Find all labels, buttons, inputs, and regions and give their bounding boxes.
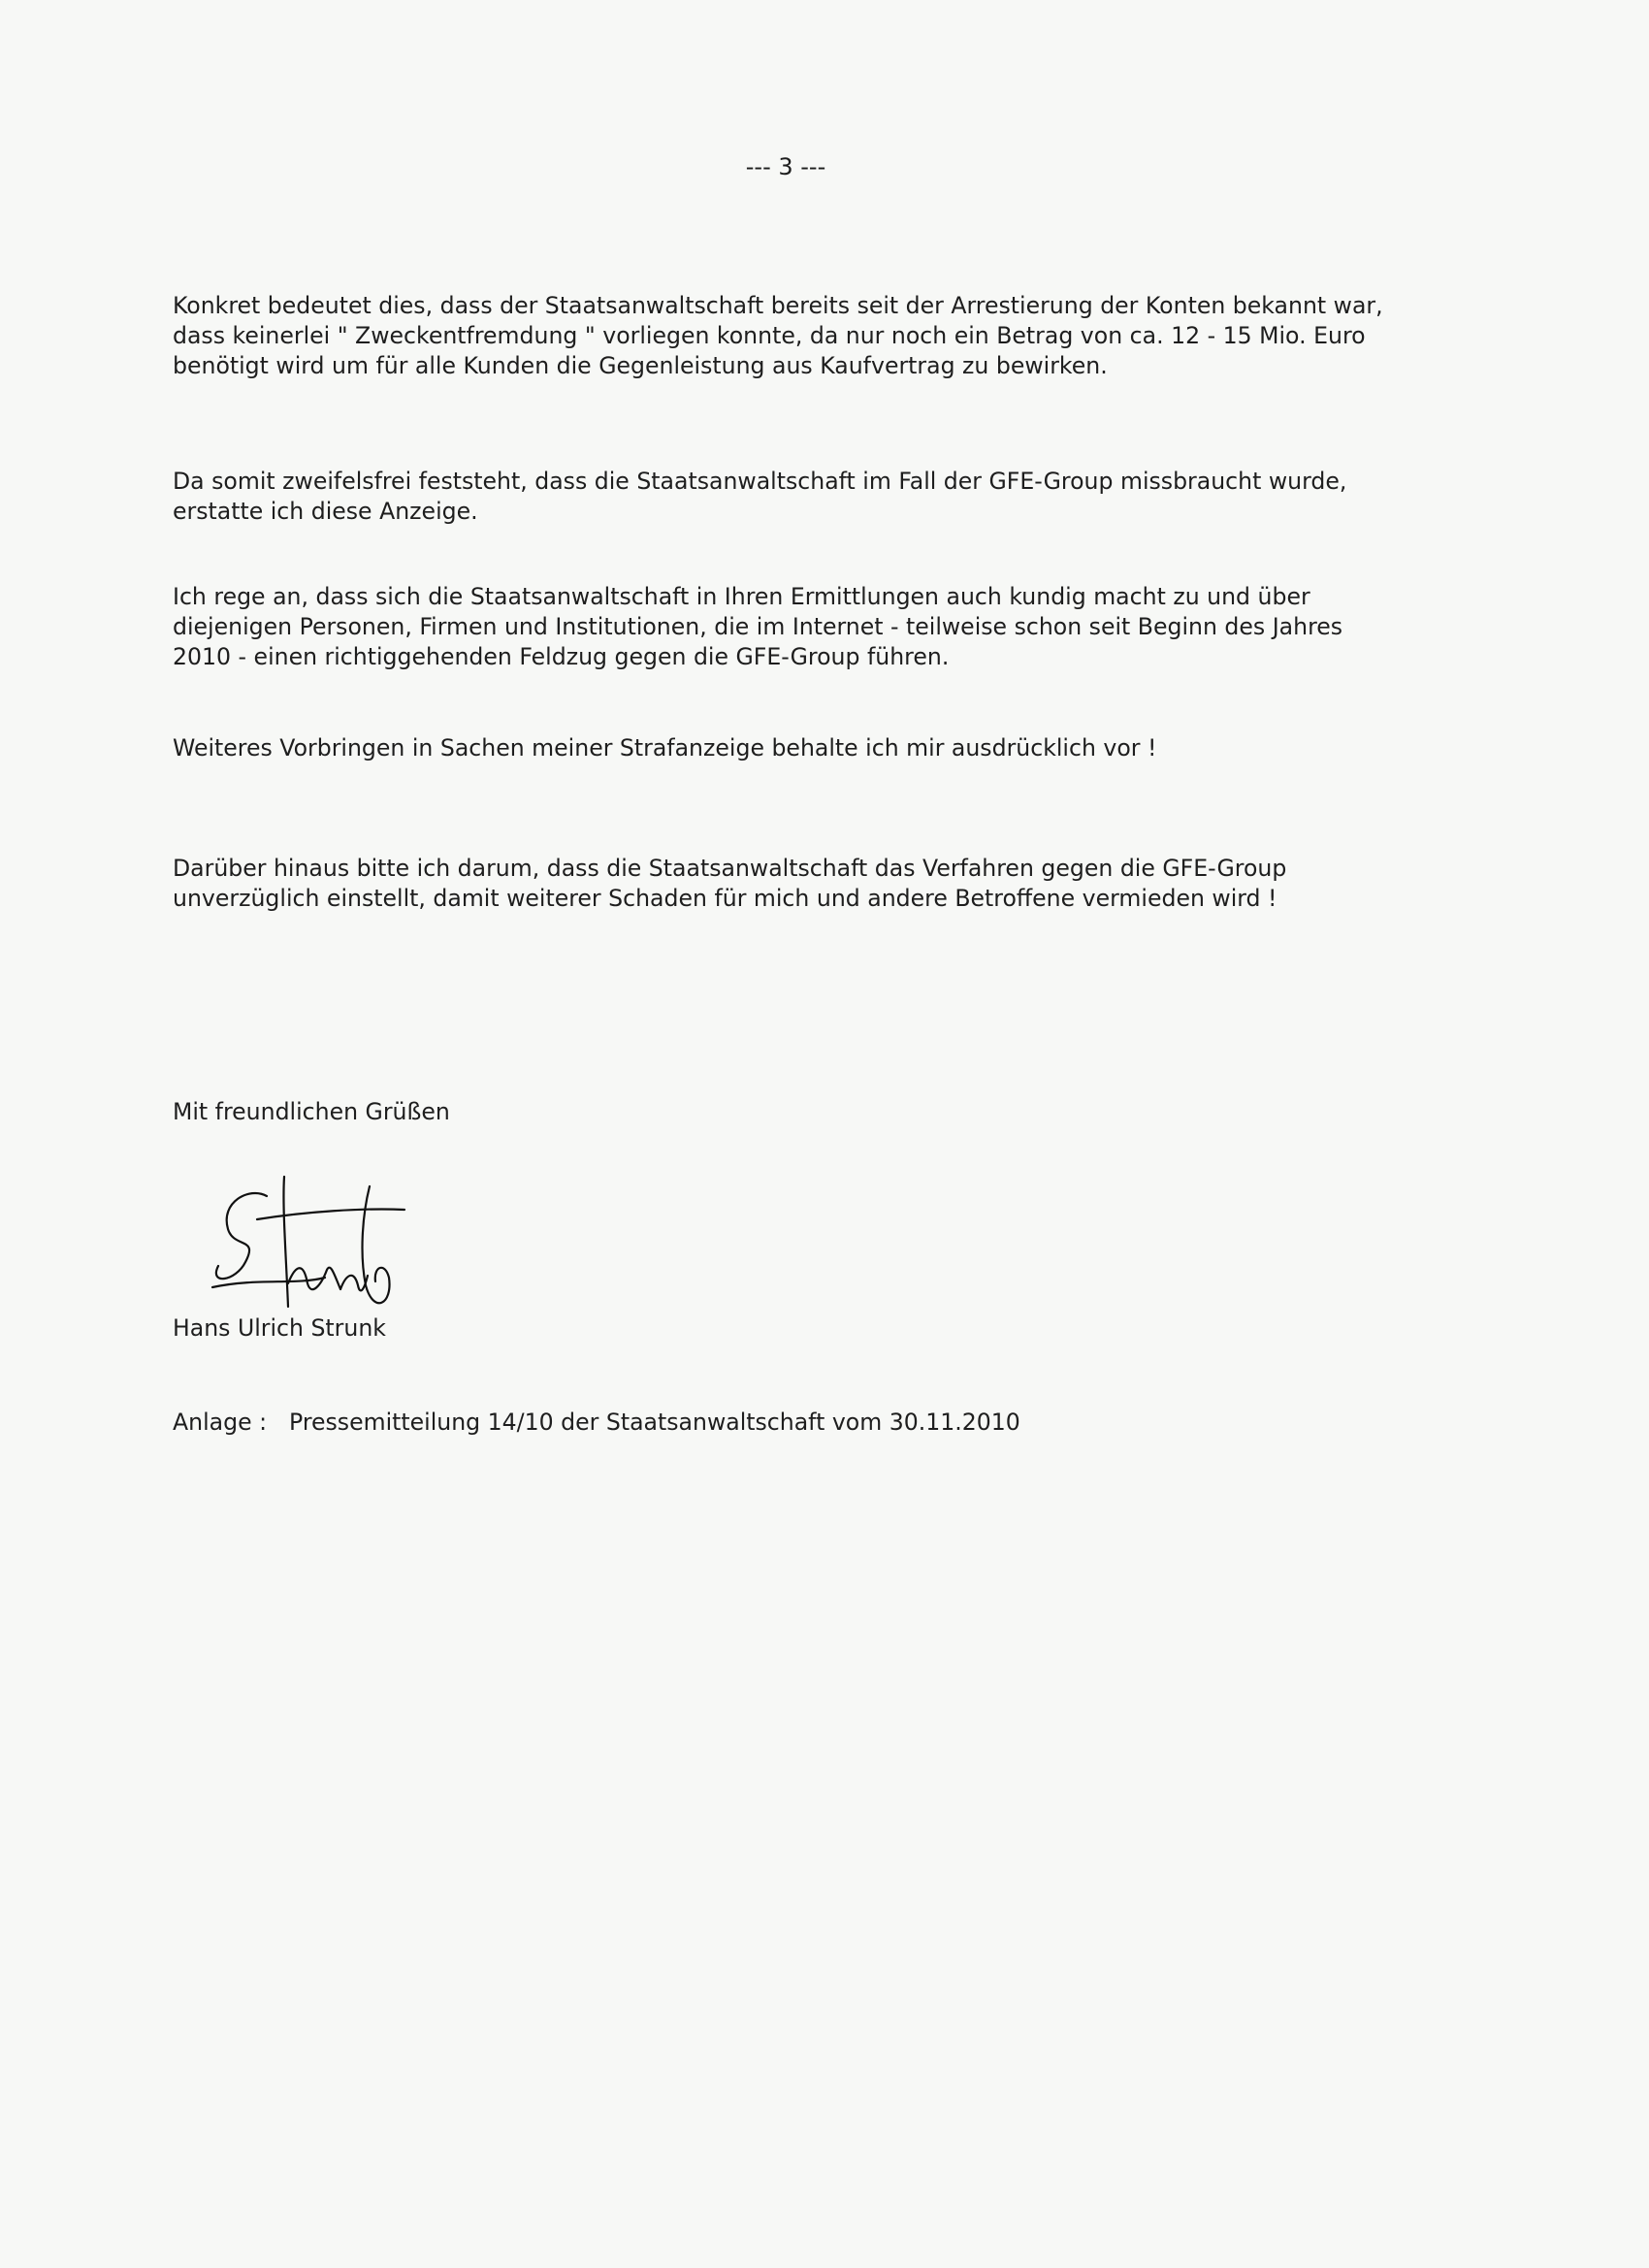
paragraph-line: 2010 - einen richtiggehenden Feldzug gegen die GFE-Group führen. [173, 643, 950, 670]
attachment-label: Anlage : [173, 1409, 268, 1436]
paragraph-line: erstatte ich diese Anzeige. [173, 498, 478, 525]
paragraph-line: unverzüglich einstellt, damit weiterer Schaden für mich und andere Betroffene vermieden wird ! [173, 885, 1277, 912]
paragraph-line: Ich rege an, dass sich die Staatsanwaltschaft in Ihren Ermittlungen auch kundig macht zu und über [173, 583, 1310, 610]
handwritten-signature [199, 1169, 422, 1334]
paragraph-line: Weiteres Vorbringen in Sachen meiner Strafanzeige behalte ich mir ausdrücklich vor ! [173, 734, 1157, 761]
paragraph-line: dass keinerlei " Zweckentfremdung " vorliegen konnte, da nur noch ein Betrag von ca. 12 - 15 Mio. Euro [173, 322, 1366, 349]
paragraph-line: Darüber hinaus bitte ich darum, dass die Staatsanwaltschaft das Verfahren gegen die GFE-Group [173, 855, 1287, 882]
paragraph-line: Konkret bedeutet dies, dass der Staatsanwaltschaft bereits seit der Arrestierung der Konten bekannt war, [173, 292, 1383, 319]
paragraph-4 [173, 733, 1472, 763]
signer-name: Hans Ulrich Strunk [173, 1314, 386, 1342]
attachment-note [173, 1408, 1020, 1438]
paragraph-5 [173, 854, 1472, 914]
paragraph-line: diejenigen Personen, Firmen und Institutionen, die im Internet - teilweise schon seit Beginn des Jahres [173, 613, 1343, 640]
paragraph-2 [173, 467, 1472, 527]
paragraph-3 [173, 582, 1472, 672]
paragraph-line: Da somit zweifelsfrei feststeht, dass die Staatsanwaltschaft im Fall der GFE-Group missbraucht wurde, [173, 468, 1347, 495]
attachment-text: Pressemitteilung 14/10 der Staatsanwaltschaft vom 30.11.2010 [289, 1409, 1020, 1436]
paragraph-1 [173, 291, 1472, 381]
page-number: --- 3 --- [745, 153, 826, 180]
paragraph-line: benötigt wird um für alle Kunden die Gegenleistung aus Kaufvertrag zu bewirken. [173, 352, 1108, 379]
closing-greeting: Mit freundlichen Grüßen [173, 1098, 450, 1125]
